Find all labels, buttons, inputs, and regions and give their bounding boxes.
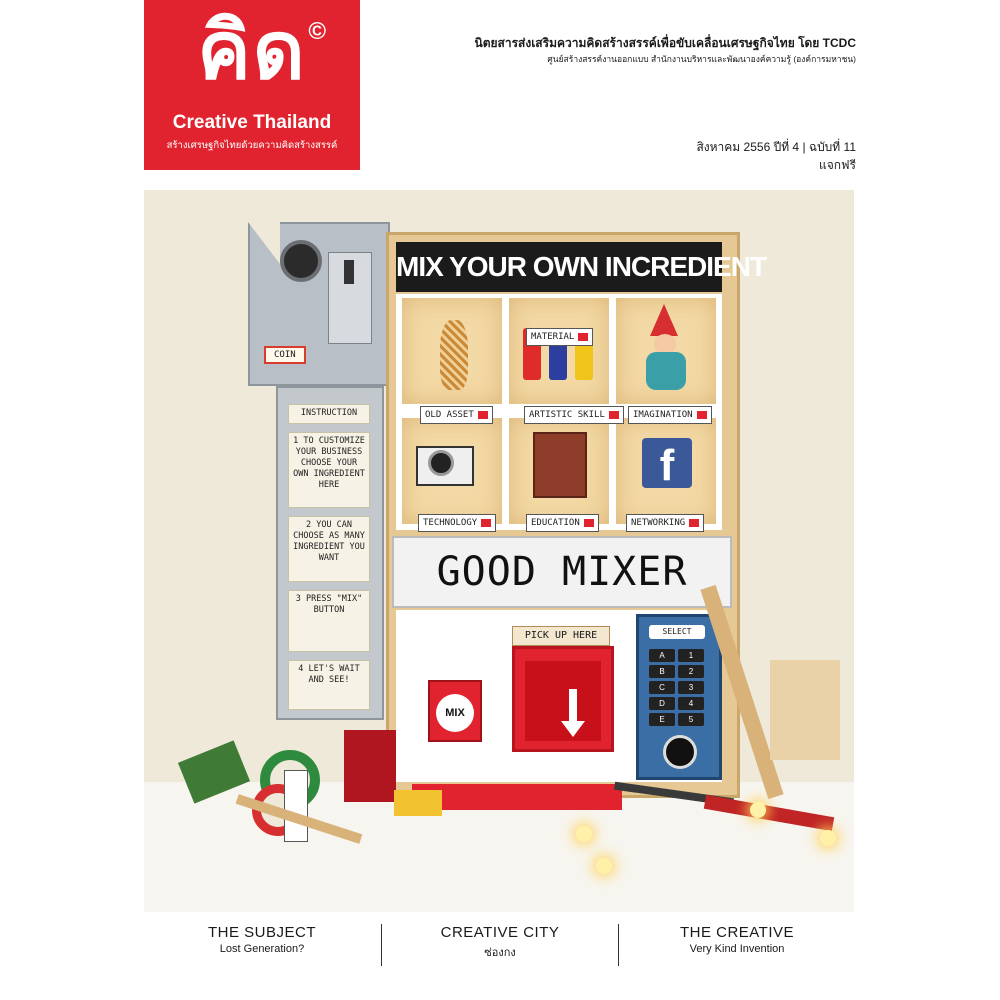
gnome-body-icon <box>646 352 686 390</box>
basket-icon <box>440 320 468 390</box>
keypad-key: 5 <box>678 713 704 726</box>
arrow-head-icon <box>561 721 585 737</box>
pickup-label: PICK UP HERE <box>512 626 610 646</box>
light-bulb-icon <box>820 830 836 846</box>
shelf-imagination <box>616 298 716 404</box>
cabinet-banner: MIX YOUR OWN INCREDIENT <box>396 242 722 292</box>
pickup-tray <box>512 646 614 752</box>
shelf-networking <box>616 418 716 524</box>
down-arrow-icon <box>569 689 577 723</box>
footer-item-creative <box>619 924 855 955</box>
label-imagination: IMAGINATION <box>628 406 712 424</box>
shelf-old-asset <box>402 298 502 404</box>
label-technology: TECHNOLOGY <box>418 514 496 532</box>
label-education: EDUCATION <box>526 514 599 532</box>
footer-item-subject <box>144 924 380 955</box>
instruction-heading: INSTRUCTION <box>288 404 370 424</box>
issue-date: สิงหาคม 2556 ปีที่ 4 | ฉบับที่ 11 <box>696 140 856 154</box>
publisher-line: นิตยสารส่งเสริมความคิดสร้างสรรค์เพื่อขับเคลื่อนเศรษฐกิจไทย โดย TCDC <box>474 36 856 50</box>
facebook-icon: f <box>642 438 692 488</box>
gnome-face-icon <box>654 334 676 354</box>
keypad <box>649 649 707 726</box>
ingredient-shelves <box>396 294 722 530</box>
light-bulb-icon <box>576 826 592 842</box>
label-artistic-skill: ARTISTIC SKILL <box>524 406 624 424</box>
copyright-mark: © <box>308 18 326 45</box>
logo-english-name: Creative Thailand <box>172 112 332 133</box>
instruction-step-4: 4 LET'S WAIT AND SEE! <box>288 660 370 710</box>
keypad-key: 4 <box>678 697 704 710</box>
speaker-icon <box>663 735 697 769</box>
footer-title: CREATIVE CITY <box>440 924 560 941</box>
coin-slot-icon <box>344 260 354 284</box>
books-icon <box>533 432 587 498</box>
keypad-key: A <box>649 649 675 662</box>
good-mixer-sign: GOOD MIXER <box>392 536 732 608</box>
shelf-artistic-skill <box>509 298 609 404</box>
label-material: MATERIAL <box>526 328 593 346</box>
instruction-step-2: 2 YOU CAN CHOOSE AS MANY INGREDIENT YOU WANT <box>288 516 370 582</box>
pickup-tray-opening <box>525 661 601 741</box>
wooden-speaker-box <box>344 730 396 802</box>
light-bulb-icon <box>596 858 612 874</box>
shelf-education <box>509 418 609 524</box>
footer-subtitle: Very Kind Invention <box>689 943 785 955</box>
instruction-column <box>276 386 384 720</box>
publisher-subline: ศูนย์สร้างสรรค์งานออกแบบ สำนักงานบริหารและพัฒนาองค์ความรู้ (องค์การมหาชน) <box>547 54 856 64</box>
shelf-technology <box>402 418 502 524</box>
paint-tube-icon <box>284 770 308 842</box>
label-networking: NETWORKING <box>626 514 704 532</box>
price-label: แจกฟรี <box>819 158 856 172</box>
footer-item-creative-city <box>382 924 618 961</box>
logo-tagline: สร้างเศรษฐกิจไทยด้วยความคิดสร้างสรรค์ <box>166 140 338 151</box>
camera-lens-icon <box>428 450 454 476</box>
keypad-key: E <box>649 713 675 726</box>
logo-thai-wordmark: คิด <box>197 4 307 97</box>
cover-photo <box>144 190 854 912</box>
keypad-key: C <box>649 681 675 694</box>
mix-button: MIX <box>436 694 474 732</box>
light-bulb-icon <box>750 802 766 818</box>
keypad-key: 2 <box>678 665 704 678</box>
label-old-asset: OLD ASSET <box>420 406 493 424</box>
footer-title: THE SUBJECT <box>207 924 316 941</box>
mix-control-box <box>428 680 482 742</box>
speaker-icon <box>280 240 322 282</box>
select-keypad-panel <box>636 614 722 780</box>
coin-label: COIN <box>264 346 306 364</box>
keypad-key: B <box>649 665 675 678</box>
keypad-key: D <box>649 697 675 710</box>
keypad-key: 1 <box>678 649 704 662</box>
disposable-camera-icon <box>394 790 442 816</box>
select-label: SELECT <box>649 625 705 639</box>
gnome-hat-icon <box>650 304 678 336</box>
instruction-step-1: 1 TO CUSTOMIZE YOUR BUSINESS CHOOSE YOUR OWN INGREDIENT HERE <box>288 432 370 508</box>
wood-board <box>770 660 840 760</box>
footer-subtitle: Lost Generation? <box>219 943 305 955</box>
cabinet-base <box>412 784 622 810</box>
footer-subtitle: ซ่องกง <box>484 947 516 959</box>
footer-title: THE CREATIVE <box>679 924 795 941</box>
coin-unit-bevel <box>248 222 280 264</box>
keypad-key: 3 <box>678 681 704 694</box>
logo-block <box>144 0 360 170</box>
instruction-step-3: 3 PRESS "MIX" BUTTON <box>288 590 370 652</box>
